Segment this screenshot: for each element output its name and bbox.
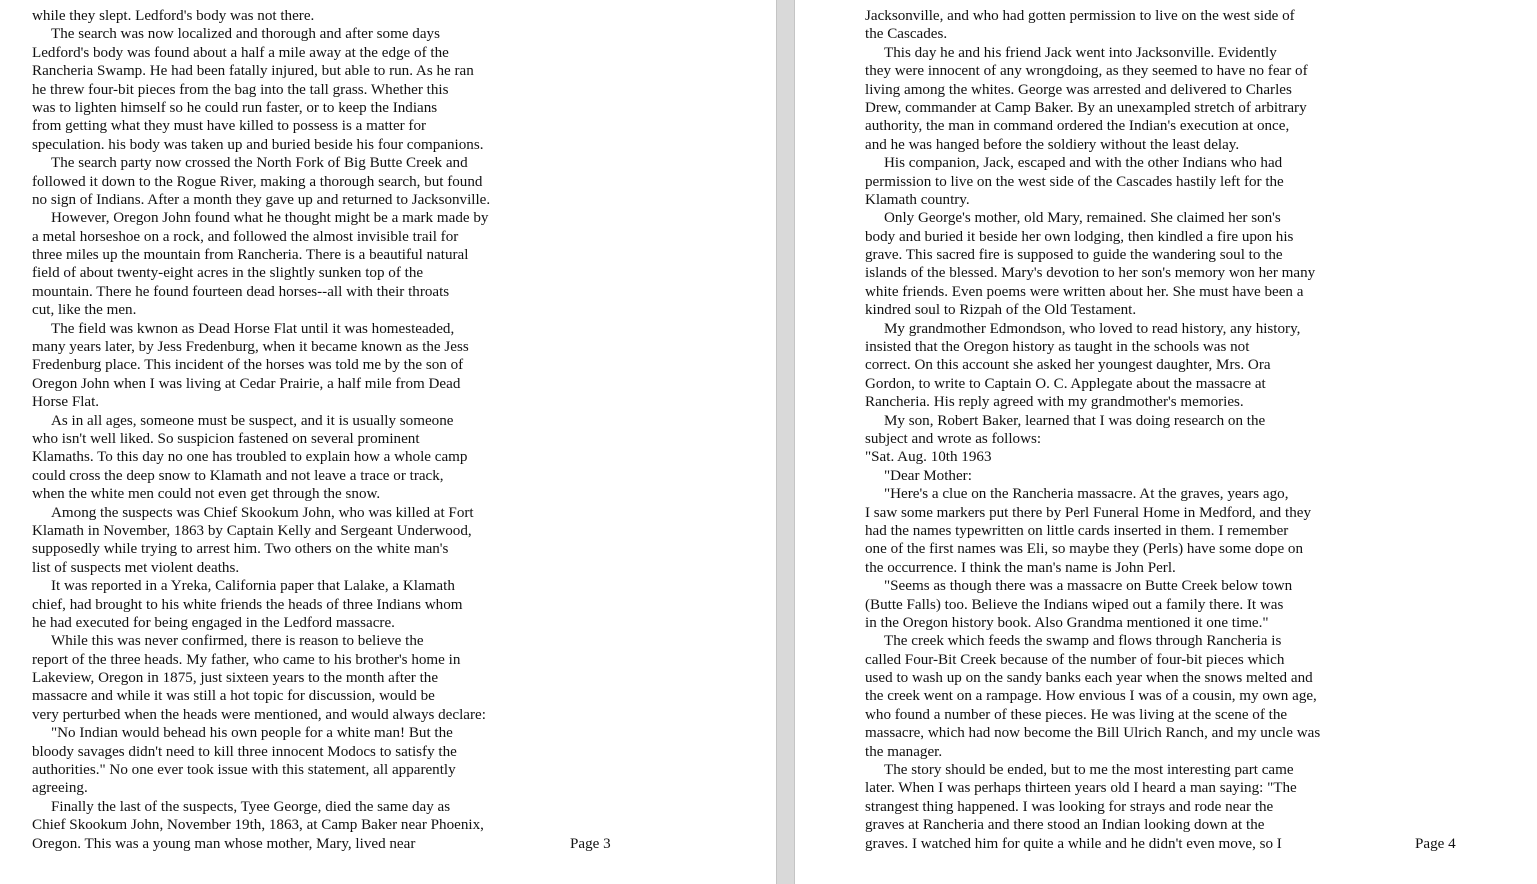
text-line: Jacksonville, and who had gotten permission to live on the west side of	[865, 8, 1295, 24]
page-body-text	[865, 7, 1320, 853]
text-line: Gordon, to write to Captain O. C. Applegate about the massacre at	[865, 375, 1266, 392]
text-line: authorities." No one ever took issue with this statement, all apparently	[32, 762, 456, 779]
text-line: report of the three heads. My father, who came to his brother's home in	[32, 651, 461, 668]
text-line: used to wash up on the sandy banks each year when the snows melted and	[865, 670, 1313, 687]
text-line: when the white men could not even get through the snow.	[32, 486, 381, 503]
text-line: graves. I watched him for quite a while and he didn't even move, so I	[865, 835, 1282, 852]
text-line: correct. On this account she asked her youngest daughter, Mrs. Ora	[865, 357, 1271, 374]
text-line: he had executed for being engaged in the Ledford massacre.	[32, 614, 395, 631]
text-line: Horse Flat.	[32, 394, 100, 411]
text-line: subject and wrote as follows:	[865, 430, 1042, 447]
text-line: from getting what they must have killed to possess is a matter for	[32, 118, 427, 135]
text-line: living among the whites. George was arrested and delivered to Charles	[865, 81, 1292, 98]
text-line: and he was hanged before the soldiery without the least delay.	[865, 136, 1240, 153]
text-line: could cross the deep snow to Klamath and not leave a trace or track,	[32, 467, 444, 484]
text-line: However, Oregon John found what he thought might be a mark made by	[51, 210, 489, 227]
text-line: chief, had brought to his white friends the heads of three Indians whom	[32, 596, 463, 613]
text-line: Oregon. This was a young man whose mother, Mary, lived near	[32, 835, 416, 852]
text-line: The field was kwnon as Dead Horse Flat until it was homesteaded,	[51, 320, 455, 337]
text-line: followed it down to the Rogue River, making a thorough search, but found	[32, 173, 483, 190]
text-line: The creek which feeds the swamp and flows through Rancheria is	[884, 633, 1282, 650]
text-line: Ledford's body was found about a half a mile away at the edge of the	[32, 44, 449, 61]
text-line: he threw four-bit pieces from the bag into the tall grass. Whether this	[32, 81, 449, 98]
text-line: cut, like the men.	[32, 302, 137, 319]
text-line: the occurrence. I think the man's name is John Perl.	[865, 559, 1176, 576]
text-line: "Dear Mother:	[884, 467, 972, 484]
text-line: the Cascades.	[865, 26, 948, 43]
text-line: While this was never confirmed, there is reason to believe the	[51, 633, 424, 650]
text-line: bloody savages didn't need to kill three innocent Modocs to satisfy the	[32, 743, 457, 760]
page-body-text	[32, 7, 490, 853]
text-line: massacre, which had now become the Bill Ulrich Ranch, and my uncle was	[865, 725, 1321, 742]
text-line: white friends. Even poems were written about her. She must have been a	[865, 283, 1304, 300]
text-line: list of suspects met violent deaths.	[32, 559, 240, 576]
text-line: Drew, commander at Camp Baker. By an unexampled stretch of arbitrary	[865, 99, 1307, 116]
text-line: permission to live on the west side of the Cascades hastily left for the	[865, 173, 1284, 190]
document-page-right	[795, 0, 1537, 884]
text-line: very perturbed when the heads were mentioned, and would always declare:	[32, 706, 486, 723]
page-number: Page 3	[570, 836, 611, 852]
text-line: Finally the last of the suspects, Tyee George, died the same day as	[51, 798, 451, 815]
text-line: As in all ages, someone must be suspect, and it is usually someone	[51, 412, 454, 429]
text-line: agreeing.	[32, 780, 88, 797]
text-line: Fredenburg place. This incident of the horses was told me by the son of	[32, 357, 464, 374]
text-line: Klamath country.	[865, 191, 970, 208]
text-line: supposedly while trying to arrest him. Two others on the white man's	[32, 541, 449, 558]
text-line: The search was now localized and thorough and after some days	[51, 26, 440, 43]
text-line: My grandmother Edmondson, who loved to read history, any history,	[884, 320, 1301, 337]
text-line: mountain. There he found fourteen dead horses--all with their throats	[32, 283, 450, 300]
text-line: while they slept. Ledford's body was not there.	[32, 8, 315, 24]
text-line: Rancheria Swamp. He had been fatally injured, but able to run. As he ran	[32, 63, 474, 80]
text-line: Klamaths. To this day no one has troubled to explain how a whole camp	[32, 449, 468, 466]
text-line: It was reported in a Yreka, California paper that Lalake, a Klamath	[51, 578, 455, 595]
text-line: "Here's a clue on the Rancheria massacre. At the graves, years ago,	[884, 486, 1289, 503]
text-line: Rancheria. His reply agreed with my grandmother's memories.	[865, 394, 1244, 411]
text-line: was to lighten himself so he could run faster, or to keep the Indians	[32, 99, 438, 116]
text-line: The search party now crossed the North Fork of Big Butte Creek and	[51, 155, 468, 172]
text-line: authority, the man in command ordered the Indian's execution at once,	[865, 118, 1290, 135]
text-line: grave. This sacred fire is supposed to guide the wandering soul to the	[865, 247, 1283, 264]
text-line: The story should be ended, but to me the most interesting part came	[884, 762, 1294, 779]
text-line: one of the first names was Eli, so maybe they (Perls) have some dope on	[865, 541, 1304, 558]
text-line: His companion, Jack, escaped and with the other Indians who had	[884, 155, 1283, 172]
text-line: Lakeview, Oregon in 1875, just sixteen years to the month after the	[32, 670, 439, 687]
text-line: massacre and while it was still a hot topic for discussion, would be	[32, 688, 435, 705]
page-number: Page 4	[1415, 836, 1456, 852]
text-line: Klamath in November, 1863 by Captain Kelly and Sergeant Underwood,	[32, 522, 472, 539]
text-line: many years later, by Jess Fredenburg, when it became known as the Jess	[32, 339, 469, 356]
text-line: the creek went on a rampage. How envious I was of a cousin, my own age,	[865, 688, 1317, 705]
text-line: speculation. his body was taken up and buried beside his four companions.	[32, 136, 484, 153]
text-line: no sign of Indians. After a month they gave up and returned to Jacksonville.	[32, 191, 491, 208]
text-line: Among the suspects was Chief Skookum John, who was killed at Fort	[51, 504, 474, 521]
text-line: strangest thing happened. I was looking for strays and rode near the	[865, 798, 1274, 815]
text-line: This day he and his friend Jack went into Jacksonville. Evidently	[884, 44, 1277, 61]
text-line: islands of the blessed. Mary's devotion to her son's memory won her many	[865, 265, 1316, 282]
text-line: in the Oregon history book. Also Grandma mentioned it one time."	[865, 614, 1269, 631]
text-line: Oregon John when I was living at Cedar Prairie, a half mile from Dead	[32, 375, 461, 392]
page-gap-divider	[776, 0, 795, 884]
text-line: they were innocent of any wrongdoing, as they seemed to have no fear of	[865, 63, 1308, 80]
text-line: who found a number of these pieces. He was living at the scene of the	[865, 706, 1288, 723]
text-line: who isn't well liked. So suspicion fastened on several prominent	[32, 430, 420, 447]
text-line: Chief Skookum John, November 19th, 1863, at Camp Baker near Phoenix,	[32, 817, 484, 834]
text-line: body and buried it beside her own lodging, then kindled a fire upon his	[865, 228, 1294, 245]
text-line: three miles up the mountain from Rancheria. There is a beautiful natural	[32, 247, 469, 264]
text-line: field of about twenty-eight acres in the slightly sunken top of the	[32, 265, 424, 282]
text-line: called Four-Bit Creek because of the number of four-bit pieces which	[865, 651, 1285, 668]
text-line: had the names typewritten on little cards inserted in them. I remember	[865, 522, 1289, 539]
text-line: graves at Rancheria and there stood an Indian looking down at the	[865, 817, 1265, 834]
text-line: My son, Robert Baker, learned that I was doing research on the	[884, 412, 1266, 429]
text-line: later. When I was perhaps thirteen years old I heard a man saying: "The	[865, 780, 1297, 797]
text-line: the manager.	[865, 743, 943, 760]
text-line: a metal horseshoe on a rock, and followed the almost invisible trail for	[32, 228, 459, 245]
text-line: kindred soul to Rizpah of the Old Testament.	[865, 302, 1137, 319]
text-line: "Seems as though there was a massacre on Butte Creek below town	[884, 578, 1293, 595]
text-line: insisted that the Oregon history as taught in the schools was not	[865, 339, 1250, 356]
text-line: I saw some markers put there by Perl Funeral Home in Medford, and they	[865, 504, 1311, 521]
text-line: Only George's mother, old Mary, remained. She claimed her son's	[884, 210, 1281, 227]
text-line: "No Indian would behead his own people for a white man! But the	[51, 725, 453, 742]
text-line: "Sat. Aug. 10th 1963	[865, 449, 992, 466]
text-line: (Butte Falls) too. Believe the Indians wiped out a family there. It was	[865, 596, 1284, 613]
